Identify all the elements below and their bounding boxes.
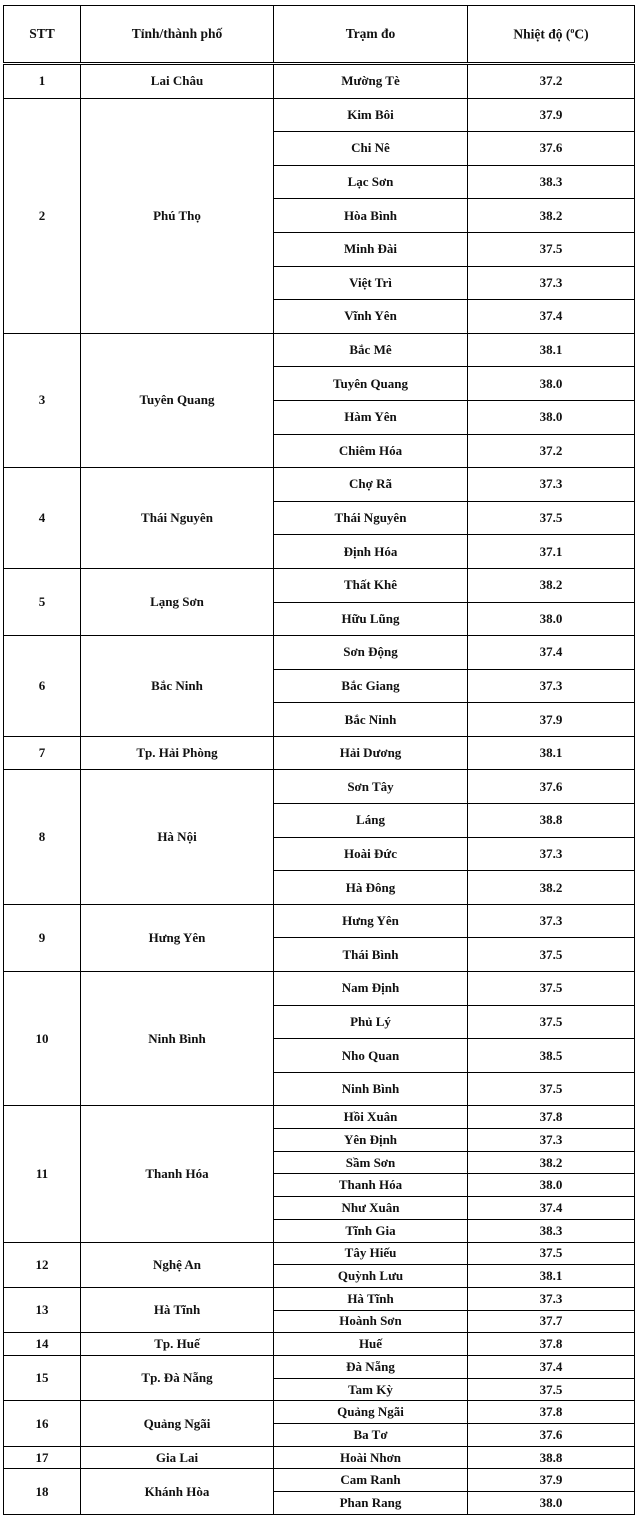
- temperature-cell: 37.7: [468, 1310, 635, 1333]
- stt-cell: 3: [4, 333, 81, 467]
- station-cell: Lạc Sơn: [274, 165, 468, 199]
- stt-cell: 4: [4, 468, 81, 569]
- province-cell: Lai Châu: [81, 65, 274, 99]
- stt-cell: 18: [4, 1469, 81, 1514]
- header-province: Tỉnh/thành phố: [81, 6, 274, 63]
- table-row: [4, 736, 635, 770]
- province-cell: Khánh Hòa: [81, 1469, 274, 1514]
- station-cell: Sơn Tây: [274, 770, 468, 804]
- temperature-cell: 37.2: [468, 434, 635, 468]
- header-temperature-post: C): [574, 26, 589, 42]
- stt-cell: 6: [4, 636, 81, 737]
- province-cell: Tp. Hải Phòng: [81, 736, 274, 770]
- station-cell: Tây Hiếu: [274, 1242, 468, 1265]
- temperature-cell: 37.6: [468, 1424, 635, 1447]
- station-cell: Hàm Yên: [274, 400, 468, 434]
- station-cell: Quảng Ngãi: [274, 1401, 468, 1424]
- stt-cell: 2: [4, 98, 81, 333]
- station-cell: Ba Tơ: [274, 1424, 468, 1447]
- station-cell: Hòa Bình: [274, 199, 468, 233]
- stt-cell: 8: [4, 770, 81, 904]
- temperature-cell: 37.5: [468, 501, 635, 535]
- station-cell: Mường Tè: [274, 65, 468, 99]
- temperature-cell: 38.8: [468, 804, 635, 838]
- station-cell: Ninh Bình: [274, 1072, 468, 1106]
- table-row: [4, 904, 635, 938]
- station-cell: Như Xuân: [274, 1197, 468, 1220]
- stt-cell: 13: [4, 1287, 81, 1332]
- table-row: [4, 1333, 635, 1356]
- temperature-cell: 38.2: [468, 1151, 635, 1174]
- temperature-cell: 38.0: [468, 400, 635, 434]
- station-cell: Sơn Động: [274, 636, 468, 670]
- station-cell: Bắc Ninh: [274, 703, 468, 737]
- temperature-cell: 37.5: [468, 1072, 635, 1106]
- temperature-cell: 37.1: [468, 535, 635, 569]
- stt-cell: 15: [4, 1355, 81, 1400]
- table-row: [4, 636, 635, 670]
- stt-cell: 9: [4, 904, 81, 971]
- table-row: [4, 1355, 635, 1378]
- station-cell: Phan Rang: [274, 1492, 468, 1515]
- table-body: [4, 63, 635, 1515]
- temperature-cell: 37.3: [468, 837, 635, 871]
- stt-cell: 12: [4, 1242, 81, 1287]
- province-cell: Bắc Ninh: [81, 636, 274, 737]
- station-cell: Quỳnh Lưu: [274, 1265, 468, 1288]
- station-cell: Hoài Nhơn: [274, 1446, 468, 1469]
- table-row: [4, 1401, 635, 1424]
- temperature-cell: 37.6: [468, 770, 635, 804]
- temperature-cell: 37.8: [468, 1333, 635, 1356]
- temperature-cell: 37.5: [468, 232, 635, 266]
- temperature-cell: 38.0: [468, 1174, 635, 1197]
- header-temperature-sup: o: [570, 25, 575, 35]
- station-cell: Thanh Hóa: [274, 1174, 468, 1197]
- table-row: [4, 568, 635, 602]
- table-row: [4, 972, 635, 1006]
- temperature-cell: 37.4: [468, 1355, 635, 1378]
- temperature-cell: 37.4: [468, 1197, 635, 1220]
- province-cell: Nghệ An: [81, 1242, 274, 1287]
- station-cell: Tam Kỳ: [274, 1378, 468, 1401]
- temperature-cell: 37.3: [468, 669, 635, 703]
- station-cell: Hưng Yên: [274, 904, 468, 938]
- table-row: [4, 1106, 635, 1129]
- temperature-cell: 38.1: [468, 333, 635, 367]
- table-row: [4, 1446, 635, 1469]
- stt-cell: 11: [4, 1106, 81, 1242]
- station-cell: Minh Đài: [274, 232, 468, 266]
- station-cell: Bắc Mê: [274, 333, 468, 367]
- province-cell: Hà Nội: [81, 770, 274, 904]
- temperature-cell: 37.8: [468, 1401, 635, 1424]
- province-cell: Gia Lai: [81, 1446, 274, 1469]
- temperature-cell: 37.3: [468, 1129, 635, 1152]
- table-row: [4, 333, 635, 367]
- temperature-cell: 37.2: [468, 65, 635, 99]
- province-cell: Thanh Hóa: [81, 1106, 274, 1242]
- province-cell: Tp. Huế: [81, 1333, 274, 1356]
- station-cell: Thái Nguyên: [274, 501, 468, 535]
- stt-cell: 1: [4, 65, 81, 99]
- temperature-cell: 37.3: [468, 904, 635, 938]
- stt-cell: 5: [4, 568, 81, 635]
- table-row: [4, 770, 635, 804]
- table-row: [4, 1242, 635, 1265]
- table-row: [4, 1287, 635, 1310]
- station-cell: Hồi Xuân: [274, 1106, 468, 1129]
- station-cell: Láng: [274, 804, 468, 838]
- station-cell: Hải Dương: [274, 736, 468, 770]
- temperature-cell: 38.3: [468, 165, 635, 199]
- temperature-cell: 37.9: [468, 1469, 635, 1492]
- province-cell: Phú Thọ: [81, 98, 274, 333]
- province-cell: Thái Nguyên: [81, 468, 274, 569]
- table-row: [4, 1469, 635, 1492]
- header-station: Trạm đo: [274, 6, 468, 63]
- temperature-cell: 38.2: [468, 199, 635, 233]
- station-cell: Thái Bình: [274, 938, 468, 972]
- table-row: [4, 468, 635, 502]
- province-cell: Hưng Yên: [81, 904, 274, 971]
- temperature-cell: 38.2: [468, 568, 635, 602]
- province-cell: Quảng Ngãi: [81, 1401, 274, 1446]
- stt-cell: 14: [4, 1333, 81, 1356]
- station-cell: Sầm Sơn: [274, 1151, 468, 1174]
- station-cell: Nho Quan: [274, 1039, 468, 1073]
- temperature-cell: 38.3: [468, 1219, 635, 1242]
- station-cell: Tuyên Quang: [274, 367, 468, 401]
- station-cell: Việt Trì: [274, 266, 468, 300]
- temperature-table: [3, 5, 635, 1515]
- temperature-cell: 37.8: [468, 1106, 635, 1129]
- station-cell: Phủ Lý: [274, 1005, 468, 1039]
- temperature-cell: 38.8: [468, 1446, 635, 1469]
- stt-cell: 17: [4, 1446, 81, 1469]
- station-cell: Chiêm Hóa: [274, 434, 468, 468]
- station-cell: Vĩnh Yên: [274, 300, 468, 334]
- province-cell: Lạng Sơn: [81, 568, 274, 635]
- province-cell: Tp. Đà Nẵng: [81, 1355, 274, 1400]
- station-cell: Đà Nẵng: [274, 1355, 468, 1378]
- station-cell: Bắc Giang: [274, 669, 468, 703]
- station-cell: Kim Bôi: [274, 98, 468, 132]
- temperature-cell: 38.5: [468, 1039, 635, 1073]
- station-cell: Chi Nê: [274, 132, 468, 166]
- temperature-cell: 37.3: [468, 1287, 635, 1310]
- stt-cell: 16: [4, 1401, 81, 1446]
- temperature-cell: 37.6: [468, 132, 635, 166]
- station-cell: Thất Khê: [274, 568, 468, 602]
- stt-cell: 7: [4, 736, 81, 770]
- station-cell: Yên Định: [274, 1129, 468, 1152]
- table-row: [4, 65, 635, 99]
- province-cell: Ninh Bình: [81, 972, 274, 1106]
- temperature-cell: 37.5: [468, 1378, 635, 1401]
- province-cell: Hà Tĩnh: [81, 1287, 274, 1332]
- temperature-cell: 37.5: [468, 972, 635, 1006]
- station-cell: Hoài Đức: [274, 837, 468, 871]
- station-cell: Huế: [274, 1333, 468, 1356]
- temperature-cell: 37.3: [468, 266, 635, 300]
- station-cell: Hữu Lũng: [274, 602, 468, 636]
- temperature-cell: 38.0: [468, 367, 635, 401]
- temperature-cell: 37.4: [468, 300, 635, 334]
- temperature-cell: 37.4: [468, 636, 635, 670]
- temperature-cell: 37.5: [468, 1005, 635, 1039]
- province-cell: Tuyên Quang: [81, 333, 274, 467]
- station-cell: Cam Ranh: [274, 1469, 468, 1492]
- temperature-cell: 38.0: [468, 602, 635, 636]
- temperature-cell: 37.9: [468, 98, 635, 132]
- table-row: [4, 98, 635, 132]
- station-cell: Hà Tĩnh: [274, 1287, 468, 1310]
- stt-cell: 10: [4, 972, 81, 1106]
- temperature-cell: 37.9: [468, 703, 635, 737]
- header-temperature: [468, 6, 635, 63]
- temperature-cell: 37.5: [468, 1242, 635, 1265]
- temperature-cell: 38.1: [468, 736, 635, 770]
- station-cell: Nam Định: [274, 972, 468, 1006]
- station-cell: Định Hóa: [274, 535, 468, 569]
- temperature-cell: 38.2: [468, 871, 635, 905]
- station-cell: Tĩnh Gia: [274, 1219, 468, 1242]
- station-cell: Hoành Sơn: [274, 1310, 468, 1333]
- temperature-cell: 37.3: [468, 468, 635, 502]
- station-cell: Hà Đông: [274, 871, 468, 905]
- header-stt: STT: [4, 6, 81, 63]
- temperature-cell: 38.0: [468, 1492, 635, 1515]
- temperature-cell: 37.5: [468, 938, 635, 972]
- header-row: [4, 6, 635, 63]
- header-temperature-pre: Nhiệt độ (: [513, 26, 571, 42]
- temperature-cell: 38.1: [468, 1265, 635, 1288]
- station-cell: Chợ Rã: [274, 468, 468, 502]
